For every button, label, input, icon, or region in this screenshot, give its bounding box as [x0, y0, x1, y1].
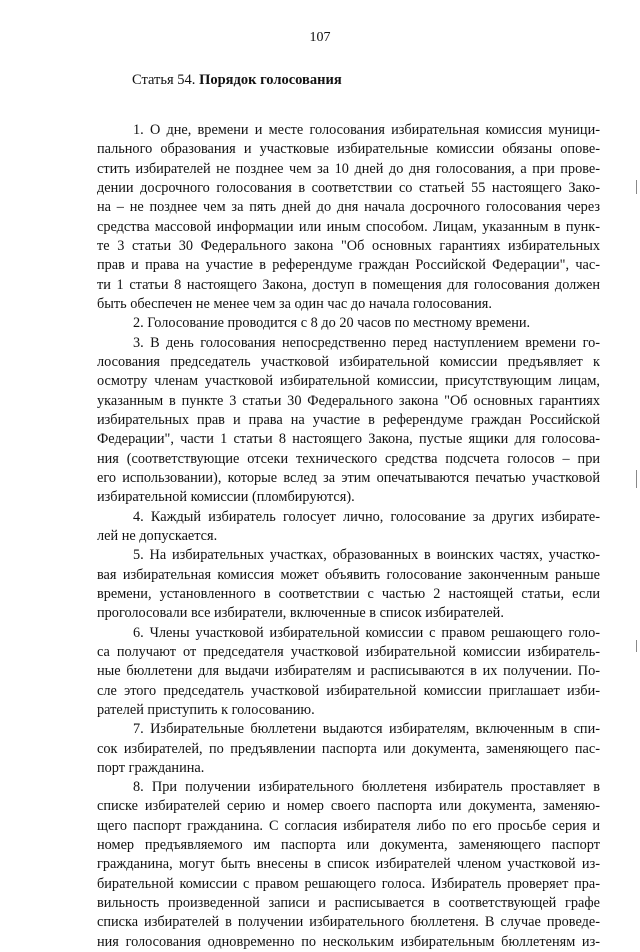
scan-margin-mark [636, 180, 637, 194]
text-line: щего паспорт гражданина. С согласия избирателя либо по его просьбе серия и [97, 817, 600, 834]
text-line: номер предъявляемого им паспорта или документа, заменяющего паспорт [97, 837, 600, 854]
text-line: вильность произведенной записи и расписывается в соответствующей графе [97, 895, 600, 912]
text-line: 2. Голосование проводится с 8 до 20 часов по местному времени. [133, 315, 531, 332]
scan-margin-mark [636, 640, 637, 652]
text-line: ные бюллетени для выдачи избирателям и расписываются в их получении. По- [97, 663, 600, 680]
text-line: 3. В день голосования непосредственно перед наступлением времени го- [133, 334, 600, 351]
text-line: ния голосования одновременно по нескольким избирательным бюллетеням из- [97, 933, 600, 950]
text-line: проголосовали все избиратели, включенные в список избирателей. [97, 605, 504, 622]
text-line: 6. Члены участковой избирательной комиссии с правом решающего голо- [133, 624, 600, 641]
text-line: стить избирателей не позднее чем за 10 дней до дня голосования, а при прове- [97, 160, 600, 177]
page-number: 107 [309, 30, 331, 45]
text-line: сок избирателей, по предъявлении паспорта или документа, заменяющего пас- [97, 740, 600, 757]
text-line: указанным в пункте 3 статьи 30 Федерального закона "Об основных гарантиях [97, 392, 600, 409]
text-line: на – не позднее чем за пять дней до дня начала досрочного голосования через [97, 199, 600, 216]
scan-margin-mark [636, 470, 637, 488]
text-line: порт гражданина. [97, 759, 205, 776]
text-line: избирательных прав и права на участие в референдуме граждан Российской [97, 411, 600, 428]
text-line: бирательной комиссии с правом решающего голоса. Избиратель проверяет пра- [97, 875, 600, 892]
text-line: времени, установленного в соответствии с частью 2 настоящей статьи, если [97, 585, 600, 602]
text-line: ния (соответствующие отсеки технического средства подсчета голосов – при [97, 450, 600, 467]
text-line: списка избирателей в получении избирательного бюллетеня. В случае проведе- [97, 914, 600, 931]
article-body [97, 121, 600, 952]
text-line: избирательной комиссии (пломбируются). [97, 489, 355, 506]
text-line: прав и права на участие в референдуме граждан Российской Федерации", час- [97, 257, 600, 274]
text-line: осмотру членам участковой избирательной комиссии, присутствующим лицам, [97, 373, 600, 390]
text-line: лей не допускается. [97, 527, 218, 544]
text-line: дении досрочного голосования в соответствии со статьей 55 настоящего Зако- [97, 179, 600, 196]
text-line: 8. При получении избирательного бюллетеня избиратель проставляет в [133, 779, 600, 796]
text-line: сле этого председатель участковой избирательной комиссии приглашает изби- [97, 682, 600, 699]
text-line: быть обеспечен не менее чем за один час до начала голосования. [97, 295, 492, 312]
text-line: рателей приступить к голосованию. [97, 701, 315, 718]
text-line: те 3 статьи 30 Федерального закона "Об основных гарантиях избирательных [97, 237, 600, 254]
text-line: ти 1 статьи 8 настоящего Закона, доступ в помещения для голосования должен [97, 276, 600, 293]
text-line: 4. Каждый избиратель голосует лично, голосование за других избирате- [133, 508, 600, 525]
text-line: списке избирателей серию и номер своего паспорта или документа, заменяю- [97, 798, 600, 815]
text-line: Федерации", части 1 статьи 8 настоящего Закона, пустые ящики для голосова- [97, 431, 600, 448]
text-line: са получают от председателя участковой избирательной комиссии избиратель- [97, 643, 600, 660]
text-line: его использовании), которые вслед за этим опечатываются печатью участковой [97, 469, 600, 486]
text-line: пального образования и участковые избирательные комиссии обязаны опове- [97, 141, 600, 158]
article-number: Статья 54. [132, 72, 196, 88]
article-title: Порядок голосования [199, 72, 342, 88]
text-line: 7. Избирательные бюллетени выдаются избирателям, включенным в спи- [133, 721, 600, 738]
text-line: вая избирательная комиссия может объявить голосование законченным раньше [97, 566, 600, 583]
text-line: 5. На избирательных участках, образованных в воинских частях, участко- [133, 547, 600, 564]
text-line: лосования председатель участковой избирательной комиссии предъявляет к [97, 353, 600, 370]
text-line: 1. О дне, времени и месте голосования избирательная комиссия муници- [133, 122, 600, 138]
article-heading [132, 72, 342, 89]
text-line: средства массовой информации или иным способом. Лицам, указанным в пунк- [97, 218, 600, 235]
text-line: гражданина, могут быть внесены в список избирателей членом участковой из- [97, 856, 600, 873]
